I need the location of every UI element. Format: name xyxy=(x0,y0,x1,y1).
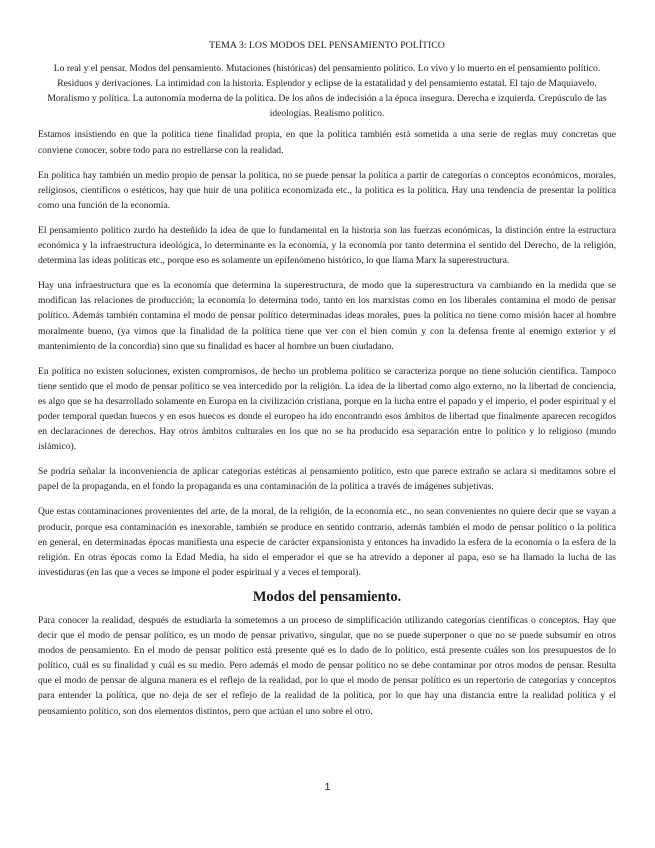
body-paragraph: En política no existen soluciones, existen compromisos, de hecho un problema político se caracteriza porque no tiene solución científica. Tampoco tiene sentido que el modo de pensar político se vea intercedido por la religión. La idea de la libertad como algo externo, no la libertad de conciencia, es algo que se ha desarrollado solamente en Europa en la civilización cristiana, porque en la lucha entre el papado y el imperio, el poder espiritual y el poder temporal quedan huecos y en esos huecos es donde el europeo ha ido encontrando esos ámbitos de libertad que finalmente aparecen recogidos en declaraciones de derechos. Hay otros ámbitos culturales en los que no se ha producido esa separación entre lo político y lo religioso (mundo islámico). xyxy=(38,365,616,453)
page-title: TEMA 3: LOS MODOS DEL PENSAMIENTO POLÍTICO xyxy=(209,40,445,51)
topic-summary: Lo real y el pensar. Modos del pensamiento. Mutaciones (históricas) del pensamiento político. Lo vivo y lo muerto en el pensamiento político. Residuos y derivaciones. La intimidad con la historia. Esplendor y eclipse de la estatalidad y del pensamiento estatal. El tajo de Maquiavelo. Moralismo y política. La autonomía moderna de la política. De los años de indecisión a la época insegura. Derecha e izquierda. Crepúsculo de las ideologías. Realismo político. xyxy=(47,63,607,120)
section-paragraph: Para conocer la realidad, después de estudiarla la sometemos a un proceso de simplificación utilizando categorías científicas o conceptos. Hay que decir que el modo de pensar político, es un modo de pensar privativo, singular, que no se puede superponer o que no se puede subsumir en otros modos de pensamiento. En el modo de pensar político está presente qué es lo dado de lo político, está presente cuáles son los presupuestos de lo político, cuál es su finalidad y cuál es su medio. Pero además el modo de pensar político no se debe contaminar por otros modos de pensar. Resulta que el modo de pensar de alguna manera es el reflejo de la realidad, por lo que el modo de pensar político es un repertorio de categorías y conceptos para entender la política, que no deja de ser el reflejo de la realidad de la política, por lo que hay una distancia entre la realidad política y el pensamiento político, son dos elementos distintos, pero que actúan el uno sobre el otro. xyxy=(38,615,616,717)
page-number: 1 xyxy=(324,781,331,793)
body-paragraph: El pensamiento político zurdo ha desteñido la idea de que lo fundamental en la historia son las fuerzas económicas, la distinción entre la estructura económica y la infraestructura ideológica, lo determinante es la economía, y la economía por tanto determina el sentido del Derecho, de la religión, determina las ideas políticas etc., porque eso es solamente un epifenómeno histórico, lo que llama Marx la superestructura. xyxy=(38,224,616,267)
body-paragraph: En política hay también un medio propio de pensar la política, no se puede pensar la política a partir de categorías o conceptos económicos, morales, religiosos, científicos o estéticos, hay que huir de una política economizada etc., la política es la política. Hay una tendencia de presentar la política como una función de la economía. xyxy=(38,169,616,211)
page-content xyxy=(38,38,616,729)
body-paragraph: Hay una infraestructura que es la economía que determina la superestructura, de modo que la superestructura va cambiando en la medida que se modifican las relaciones de producción; la economía lo determina todo, tanto en los marxistas como en los liberales contamina el modo de pensar político. Además también contamina el modo de pensar político determinadas ideas morales, pues la política no tiene como misión hacer al hombre moralmente bueno, (ya vimos que la finalidad de la política tiene que ver con el bien común y con la defensa frente al enemigo exterior y el mantenimiento de la concordia) sino que su finalidad es hacer al hombre un buen ciudadano. xyxy=(38,280,616,352)
body-paragraph: Que estas contaminaciones provenientes del arte, de la moral, de la religión, de la economía etc., no sean convenientes no quiere decir que se vayan a producir, porque esa contaminación es inexorable, también se produce en sentido contrario, además también el modo de pensar político o la política en general, en determinadas épocas manifiesta una especie de carácter expansionista y entonces ha invadido la esfera de la economía o la esfera de la religión. En otras épocas como la Edad Media, ha sido el emperador el que se ha atrevido a deponer al papa, eso se ha llamado la lucha de las investiduras (en las que a veces se impone el poder espiritual y a veces el temporal). xyxy=(38,506,616,578)
section-heading: Modos del pensamiento. xyxy=(252,588,402,605)
body-paragraph: Se podría señalar la inconveniencia de aplicar categorías estéticas al pensamiento político, esto que parece extraño se aclara si meditamos sobre el papel de la propaganda, en el fondo la propaganda es una contaminación de la política a través de imágenes subjetivas. xyxy=(38,466,616,493)
body-paragraph: Estamos insistiendo en que la política tiene finalidad propia, en que la política también está sometida a una serie de reglas muy concretas que conviene conocer, sobre todo para no estrellarse con la realidad. xyxy=(38,129,616,156)
